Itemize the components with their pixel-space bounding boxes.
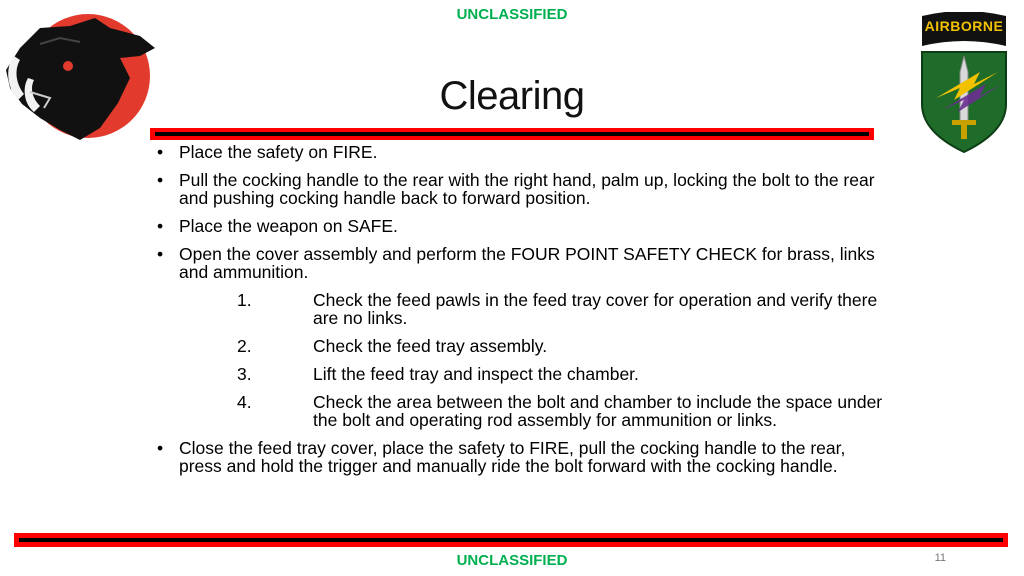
step-text: Check the area between the bolt and chamber to include the space under the bolt and operating rod assembly for ammunition or links. [313,392,883,430]
slide-title: Clearing [439,74,585,118]
bullet-dot: • [157,142,164,162]
bullet-dot: • [157,438,164,458]
bullet-text: Place the safety on FIRE. [179,142,378,162]
bullet-item [157,143,887,161]
step-text: Check the feed tray assembly. [313,336,548,356]
numbered-step [157,365,887,383]
bottom-divider [14,533,1008,547]
step-number: 3. [237,364,252,384]
bullet-item [157,217,887,235]
numbered-step [157,337,887,355]
step-text: Check the feed pawls in the feed tray cover for operation and verify there are no links. [313,290,878,328]
numbered-step [157,291,887,327]
airborne-tab-label: AIRBORNE [924,18,1004,34]
step-number: 4. [237,392,252,412]
bullet-dot: • [157,170,164,190]
bullet-item [157,171,887,207]
bullet-text: Pull the cocking handle to the rear with the right hand, palm up, locking the bolt to the rear and pushing cocking handle back to forward position. [179,170,875,208]
bullet-text: Open the cover assembly and perform the FOUR POINT SAFETY CHECK for brass, links and ammunition. [179,244,875,282]
bullet-item [157,245,887,281]
bullet-text: Close the feed tray cover, place the safety to FIRE, pull the cocking handle to the rear, press and hold the trigger and manually ride the bolt forward with the cocking handle. [179,438,846,476]
top-divider [150,128,874,140]
page-number: 11 [934,552,946,564]
classification-bottom: UNCLASSIFIED [456,552,568,569]
bullet-text: Place the weapon on SAFE. [179,216,398,236]
step-text: Lift the feed tray and inspect the chamber. [313,364,639,384]
step-number: 2. [237,336,252,356]
step-number: 1. [237,290,252,310]
bullet-dot: • [157,244,164,264]
bullet-item [157,439,887,475]
bullet-dot: • [157,216,164,236]
numbered-step [157,393,887,429]
slide-content [157,143,887,485]
classification-top: UNCLASSIFIED [456,6,568,23]
